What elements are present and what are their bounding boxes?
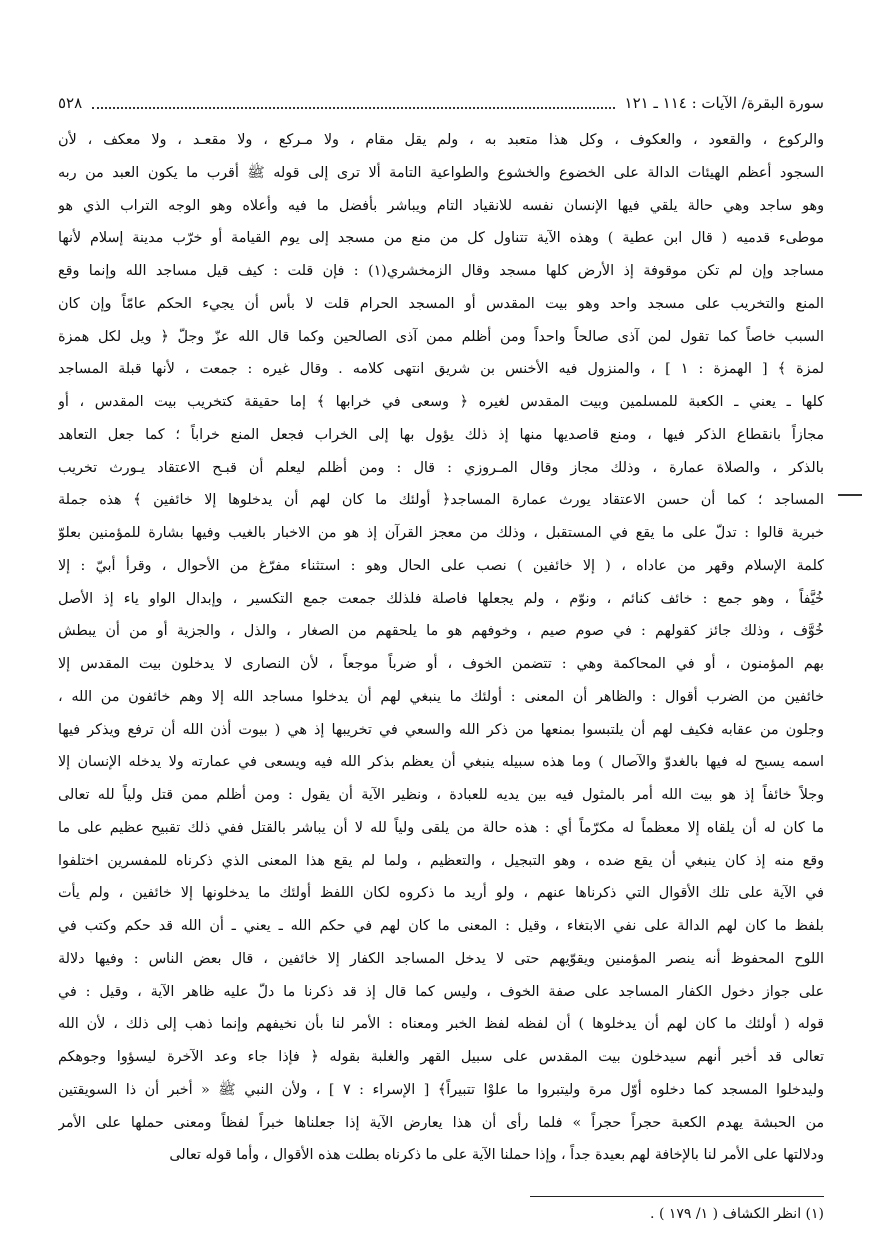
text-line: السجود أعظم الهيئات الدالة على الخضوع والخشوع والطواعية التامة ألا ترى إلى قوله ﷺ أقرب ما يكون العبد من ربه [58, 164, 824, 181]
text-line: خُيَّفاً ، وهو جمع : خائف كنائم ، ونوّم ، ولم يجعلها فاصلة فلذلك جمعت جمع التكسير ، وإبدال الواو ياء إذ الأصل [58, 590, 824, 607]
text-line: بهم المؤمنون ، أو في المحاكمة وهي : تتضمن الخوف ، أو ضرباً موجعاً ، لأن النصارى لا يدخلون بيت المقدس إلا [58, 656, 824, 672]
text-line: من الحبشة يهدم الكعبة حجراً حجراً » فلما رأى أن هذا يعارض الآية إذا جعلناها خبراً لفظاً ومعنى حملها على الأمر [58, 1114, 824, 1131]
text-line: المساجد ؛ كما أن حسن الاعتقاد يورث عمارة المساجد﴿ أولئك ما كان لهم أن يدخلوها إلا خائفين ﴾ هذه جملة [58, 492, 824, 509]
footnote: (١) انظر الكشاف ( ١/ ١٧٩ ) . [650, 1206, 824, 1222]
text-line: كلها ـ يعني ـ الكعبة للمسلمين وبيت المقدس لغيره ﴿ وسعى في خرابها ﴾ إما حقيقة كتخريب بيت المقدس ، أو [58, 394, 824, 410]
text-line: في الآية على تلك الأقوال التي ذكرناها عنهم ، ولو أريد ما ذكروه لكان اللفظ أولئك ما يدخلونها إلا خائفين ، ولم يأت [58, 885, 824, 902]
text-line: والركوع ، والقعود ، والعكوف ، وكل هذا متعبد به ، ولم يقل مقام ، ولا مـركع ، ولا مقعـد ، ولا معكف ، لأن [58, 132, 824, 148]
footnote-separator [530, 1196, 824, 1197]
text-line: بلفظ ما كان لهم الدالة على نفي الابتغاء ، وقيل : المعنى ما كان لهم في حكم الله ـ يعني ـ أن الله قد حكم وكتب في [58, 918, 824, 934]
text-line: تعالى قد أخبر أنهم سيدخلون بيت المقدس على سبيل القهر والغلبة بقوله ﴿ فإذا جاء وعد الآخرة ليسؤوا وجوهكم [58, 1049, 824, 1065]
text-line: موطىء قدميه ( قال ابن عطية ) وهذه الآية تتناول كل من منع من مسجد إلى يوم القيامة أو خرّب مدينة إسلام لأنها [58, 230, 824, 247]
text-line: كلمة الإسلام وقهر من عاداه ، ( إلا خائفين ) نصب على الحال وهو : استثناء مفرّغ من الأحوال ، وقرأ أبيّ : إلا [58, 557, 824, 574]
text-line: خبرية قالوا : تدلّ على ما يقع في المستقبل ، وذلك من معجز القرآن إذ هو من الاخبار بالغيب وفيها بشارة للمؤمنين بعلوّ [58, 525, 824, 541]
text-line: مجازاً بانقطاع الذكر فيها ، ومنع قاصديها منها إذ ذلك يؤول بها إلى الخراب فجعل المنع خراباً ؛ كما جعل التعاهد [58, 426, 824, 443]
page-number: ٥٢٨ [58, 94, 83, 112]
text-line: ما كان له أن يلقاه إلا معظماً له مكرّماً أي : هذه حالة من يلقى ولياً لله لا أن يباشر بالقتل ففي ذلك تقبيح عظيم على ما [58, 819, 824, 836]
margin-mark [838, 494, 862, 496]
text-line: وليدخلوا المسجد كما دخلوه أوّل مرة وليتبروا ما علوْا تتبيراً﴾ [ الإسراء : ٧ ] ، ولأن النبي ﷺ « أخبر أن ذا السويقتين [58, 1081, 824, 1098]
text-line: لمزة ﴾ [ الهمزة : ١ ] ، والمنزول فيه الأخنس بن شريق انتهى كلامه . وقال غيره : جمعت ، لأنها قبلة المساجد [58, 361, 824, 378]
text-line: مساجد وإن لم تكن موقوفة إذ الأرض كلها مسجد وقال الزمخشري(١) : فإن قلت : كيف قيل مساجد الله وإنما وقع [58, 263, 824, 279]
text-line: بالذكر ، والصلاة عمارة ، وذلك مجاز وقال المـروزي : قال : ومن أظلم ليعلم أن قبـح الاعتقاد يـورث تخريب [58, 459, 824, 476]
text-line: خائفين من الضرب أقوال : والظاهر أن المعنى : أولئك ما ينبغي لهم أن يدخلوا مساجد الله إلا وهم خائفون من الله ، [58, 688, 824, 705]
leader-dots [92, 106, 614, 109]
text-line: على جواز دخول الكفار المساجد على صفة الخوف ، وليس كما قال إذ قد ذكرنا ما دلّ عليه ظاهر الآية ، وقيل : في [58, 983, 824, 1000]
text-line: السبب خاصاً كما تقول لمن آذى صالحاً واحداً ومن أظلم ممن آذى الصالحين وكما قال الله عزّ وجلّ ﴿ ويل لكل همزة [58, 328, 824, 345]
body-text [58, 124, 824, 1172]
text-line: ودلالتها على الأمر لنا بالإخافة لهم بعيدة جداً ، وإذا حملنا الآية على ما ذكرناه بطلت هذه الأقوال ، وأما قوله تعالى [169, 1147, 824, 1164]
text-line: وجلون من عقابه فكيف لهم أن يلتبسوا بمنعها من ذكر الله والسعي في تخريبها إذ هي ( بيوت أذن الله أن ترفع ويذكر فيها [58, 721, 824, 738]
text-line: وجلاً خائفاً إذ هو بيت الله أمر بالمثول فيه بين يديه للعبادة ، ونظير الآية أن يقول : ومن أظلم ممن قتل ولياً لله تعالى [58, 787, 824, 803]
text-line: خُوَّف ، وذلك جائز كقولهم : في صوم صيم ، وخوفهم هو ما يلحقهم من الصغار ، والذل ، والجزية أو من أن يبطش [58, 623, 824, 640]
text-line: وهو ساجد وهي حالة يلقي فيها الإنسان نفسه للانقياد التام ويباشر بأفضل ما فيه وأعلاه وهو الوجه التراب الذي هو [58, 197, 824, 214]
text-line: اسمه يسبح له فيها بالغدوّ والآصال ) وما هذه سبيله ينبغي أن يعظم بذكر الله فيه ويسعى في عمارته ولا يدخله الإنسان إلا [58, 754, 824, 771]
page-header [58, 90, 824, 116]
text-line: اللوح المحفوظ أنه ينصر المؤمنين ويقوّيهم حتى لا يدخل المساجد الكفار إلا خائفين ، قال بعض الناس : وفيها دلالة [58, 950, 824, 967]
text-line: وقع منه إذ كان ينبغي أن يقع ضده ، وهو التبجيل ، والتعظيم ، ولما لم يقع هذا المعنى الذي ذكرناه للمفسرين اختلفوا [58, 852, 824, 869]
text-line: المنع والتخريب على مسجد واحد وهو بيت المقدس أو المسجد الحرام قلت لا بأس أن يجيء الحكم عامّاً وإن كان [58, 295, 824, 312]
text-line: قوله ( أولئك ما كان لهم أن يدخلوها ) أن لفظه لفظ الخبر ومعناه : الأمر لنا بأن نخيفهم وإنما ذهب إلى ذلك ، لأن الله [58, 1016, 824, 1033]
running-title: سورة البقرة/ الآيات : ١١٤ ـ ١٢١ [624, 94, 824, 112]
